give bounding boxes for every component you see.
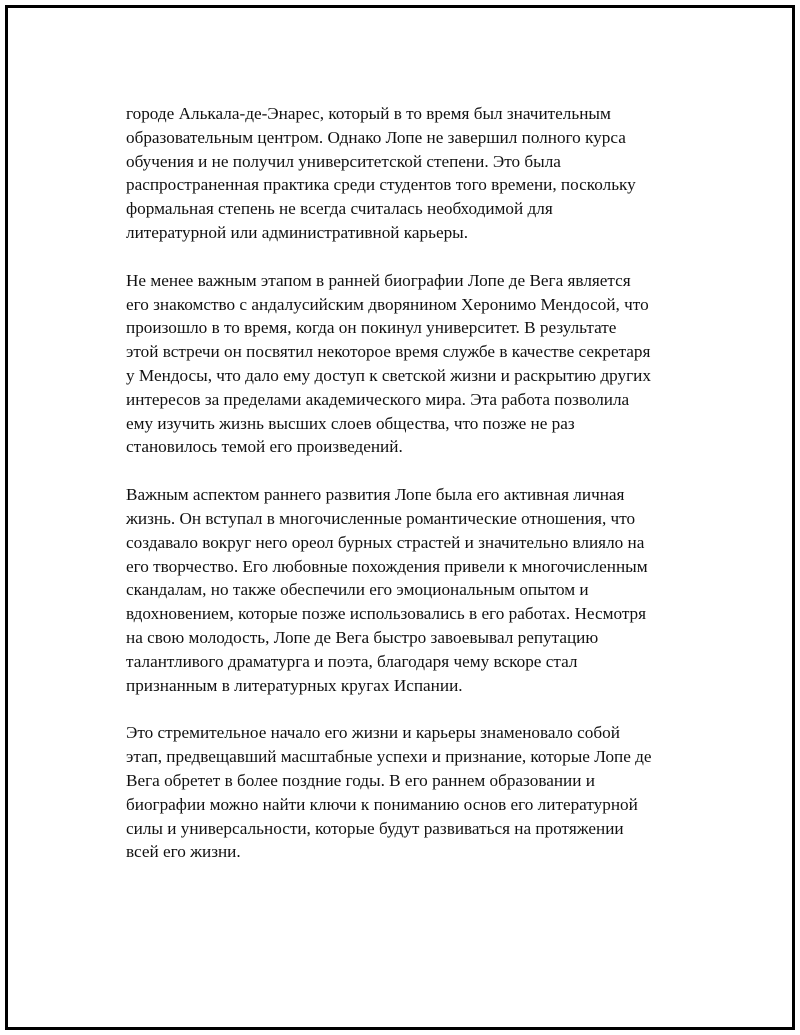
text-line: Это стремительное начало его жизни и карьеры знаменовало собой <box>126 723 620 743</box>
text-line: биографии можно найти ключи к пониманию основ его литературной <box>126 794 638 814</box>
text-line: у Мендосы, что дало ему доступ к светской жизни и раскрытию других <box>126 365 651 385</box>
text-line: этап, предвещавший масштабные успехи и признание, которые Лопе де <box>126 747 652 767</box>
text-line: признанным в литературных кругах Испании. <box>126 675 463 695</box>
text-line: вдохновением, которые позже использовались в его работах. Несмотря <box>126 604 647 624</box>
text-line: этой встречи он посвятил некоторое время службе в качестве секретаря <box>126 342 651 362</box>
text-line: распространенная практика среди студентов того времени, поскольку <box>126 175 636 195</box>
text-line: скандалам, но также обеспечили его эмоциональным опытом и <box>126 580 589 600</box>
text-line: жизнь. Он вступал в многочисленные романтические отношения, что <box>126 508 636 528</box>
text-line: силы и универсальности, которые будут развиваться на протяжении <box>126 818 624 838</box>
page-frame <box>5 5 795 1030</box>
text-line: интересов за пределами академического мира. Эта работа позволила <box>126 389 630 409</box>
text-line: произошло в то время, когда он покинул университет. В результате <box>126 318 617 338</box>
paragraph <box>126 269 706 459</box>
text-line: городе Алькала-де-Энарес, который в то время был значительным <box>126 104 611 123</box>
paragraph <box>126 483 706 697</box>
text-line: талантливого драматурга и поэта, благодаря чему вскоре стал <box>126 651 578 671</box>
text-line: его знакомство с андалусийским дворянином Херонимо Мендосой, что <box>126 294 649 314</box>
text-line: Вега обретет в более поздние годы. В его раннем образовании и <box>126 770 595 790</box>
text-line: Не менее важным этапом в ранней биографии Лопе де Вега является <box>126 270 631 290</box>
text-line: ему изучить жизнь высших слоев общества, что позже не раз <box>126 413 575 433</box>
text-line: образовательным центром. Однако Лопе не завершил полного курса <box>126 127 626 147</box>
text-line: создавало вокруг него ореол бурных страстей и значительно влияло на <box>126 532 645 552</box>
text-line: Важным аспектом раннего развития Лопе была его активная личная <box>126 485 625 505</box>
text-line: на свою молодость, Лопе де Вега быстро завоевывал репутацию <box>126 627 599 647</box>
document-body <box>126 102 706 888</box>
text-line: его творчество. Его любовные похождения привели к многочисленным <box>126 556 648 576</box>
paragraph <box>126 102 706 245</box>
text-line: формальная степень не всегда считалась необходимой для <box>126 199 553 219</box>
text-line: литературной или административной карьеры. <box>126 222 469 242</box>
paragraph <box>126 721 706 864</box>
text-line: становилось темой его произведений. <box>126 437 403 457</box>
text-line: обучения и не получил университетской степени. Это была <box>126 151 561 171</box>
text-line: всей его жизни. <box>126 842 241 862</box>
